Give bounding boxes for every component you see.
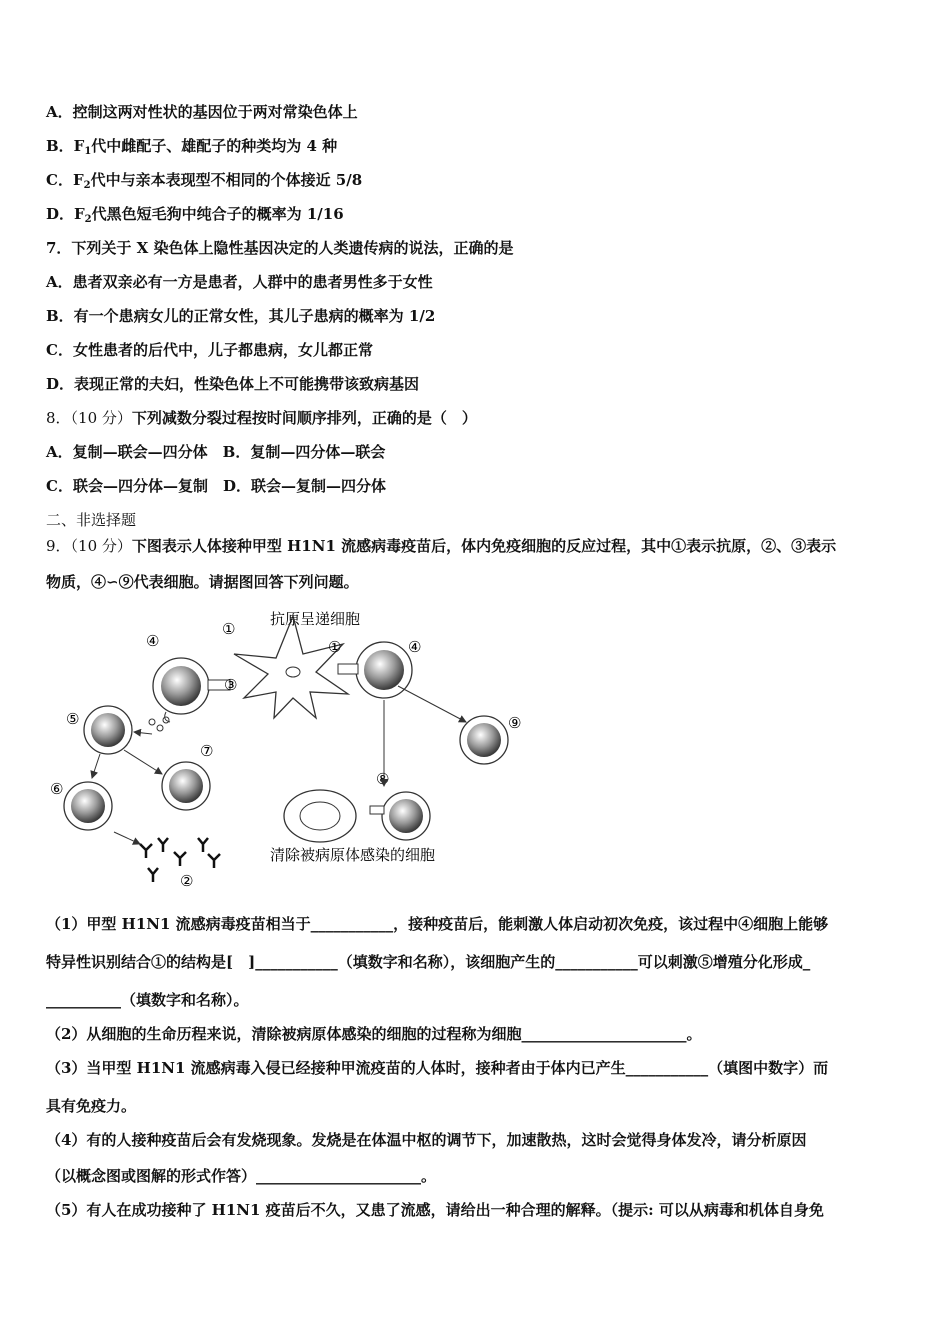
q7-option-d: D．表现正常的夫妇，性染色体上不可能携带该致病基因 bbox=[46, 375, 420, 393]
label-8: ⑧ bbox=[376, 770, 390, 788]
q9-part1-line2: 特异性识别结合①的结构是[ ]___________（填数字和名称），该细胞产生的___________可以刺激⑤增殖分化形成_ bbox=[46, 953, 811, 971]
cell-5 bbox=[84, 706, 169, 754]
q6-option-c: C．$F_2$代中与亲本表现型不相同的个体接近 5/8 bbox=[46, 171, 363, 191]
q7-stem: 7．下列关于 X 染色体上隐性基因决定的人类遗传病的说法，正确的是 bbox=[46, 239, 514, 257]
q9-part1-line1: （1）甲型 H1N1 流感病毒疫苗相当于___________，接种疫苗后，能刺激人体启动初次免疫，该过程中④细胞上能够 bbox=[46, 915, 829, 933]
q6-option-d: D．$F_2$代黑色短毛狗中纯合子的概率为 1/16 bbox=[46, 205, 344, 225]
section-title: 二、非选择题 bbox=[46, 511, 137, 529]
q8-stem: 8．（10 分）下列减数分裂过程按时间顺序排列，正确的是（ ） bbox=[46, 409, 477, 427]
label-6: ⑥ bbox=[50, 780, 64, 798]
cell-8 bbox=[370, 792, 430, 840]
label-7: ⑦ bbox=[200, 742, 214, 760]
immune-response-diagram bbox=[48, 606, 528, 896]
q7-option-a: A．患者双亲必有一方是患者，人群中的患者男性多于女性 bbox=[46, 273, 433, 291]
label-4-left: ④ bbox=[146, 632, 160, 650]
label-9: ⑨ bbox=[508, 714, 522, 732]
apc-label: 抗原呈递细胞 bbox=[270, 610, 361, 628]
q8-options-cd: C．联会—四分体—复制 D．联会—复制—四分体 bbox=[46, 477, 386, 495]
cell-9 bbox=[460, 716, 508, 764]
q7-option-c: C．女性患者的后代中，儿子都患病，女儿都正常 bbox=[46, 341, 373, 359]
apc-nucleus bbox=[286, 667, 300, 677]
q9-part3-line2: 具有免疫力。 bbox=[46, 1097, 137, 1115]
cell-6 bbox=[64, 782, 112, 830]
infected-cell bbox=[284, 790, 356, 842]
q9-stem-line2: 物质，④∽⑨代表细胞。请据图回答下列问题。 bbox=[46, 573, 359, 591]
label-1-left: ① bbox=[222, 620, 236, 638]
q8-options-ab: A．复制—联会—四分体 B．复制—四分体—联会 bbox=[46, 443, 386, 461]
q6-option-b: B．$F_1$代中雌配子、雄配子的种类均为 4 种 bbox=[46, 137, 338, 157]
cell-4-right bbox=[338, 642, 412, 698]
label-5: ⑤ bbox=[66, 710, 80, 728]
q9-part5: （5）有人在成功接种了 H1N1 疫苗后不久，又患了流感，请给出一种合理的解释。（提示: 可以从病毒和机体自身免 bbox=[46, 1201, 824, 1219]
q9-part2: （2）从细胞的生命历程来说，清除被病原体感染的细胞的过程称为细胞______________________。 bbox=[46, 1025, 702, 1043]
cell-4-left bbox=[153, 658, 230, 722]
label-1-right: ① bbox=[328, 638, 342, 656]
q7-option-b: B．有一个患病女儿的正常女性，其儿子患病的概率为 1/2 bbox=[46, 307, 436, 325]
q9-part3-line1: （3）当甲型 H1N1 流感病毒入侵已经接种甲流疫苗的人体时，接种者由于体内已产生___________（填图中数字）而 bbox=[46, 1059, 829, 1077]
clear-label: 清除被病原体感染的细胞 bbox=[270, 846, 436, 864]
cell-7 bbox=[162, 762, 210, 810]
label-4-right: ④ bbox=[408, 638, 422, 656]
label-2: ② bbox=[180, 872, 194, 890]
q9-part1-line3: __________（填数字和名称）。 bbox=[46, 991, 249, 1009]
q9-part4-line2: （以概念图或图解的形式作答）______________________。 bbox=[46, 1167, 437, 1185]
q6-option-a: A．控制这两对性状的基因位于两对常染色体上 bbox=[46, 103, 358, 121]
q9-part4-line1: （4）有的人接种疫苗后会有发烧现象。发烧是在体温中枢的调节下，加速散热，这时会觉得身体发冷，请分析原因 bbox=[46, 1131, 807, 1149]
q9-stem-line1: 9．（10 分）下图表示人体接种甲型 H1N1 流感病毒疫苗后，体内免疫细胞的反应过程，其中①表示抗原，②、③表示 bbox=[46, 537, 837, 555]
label-3: ③ bbox=[224, 676, 238, 694]
